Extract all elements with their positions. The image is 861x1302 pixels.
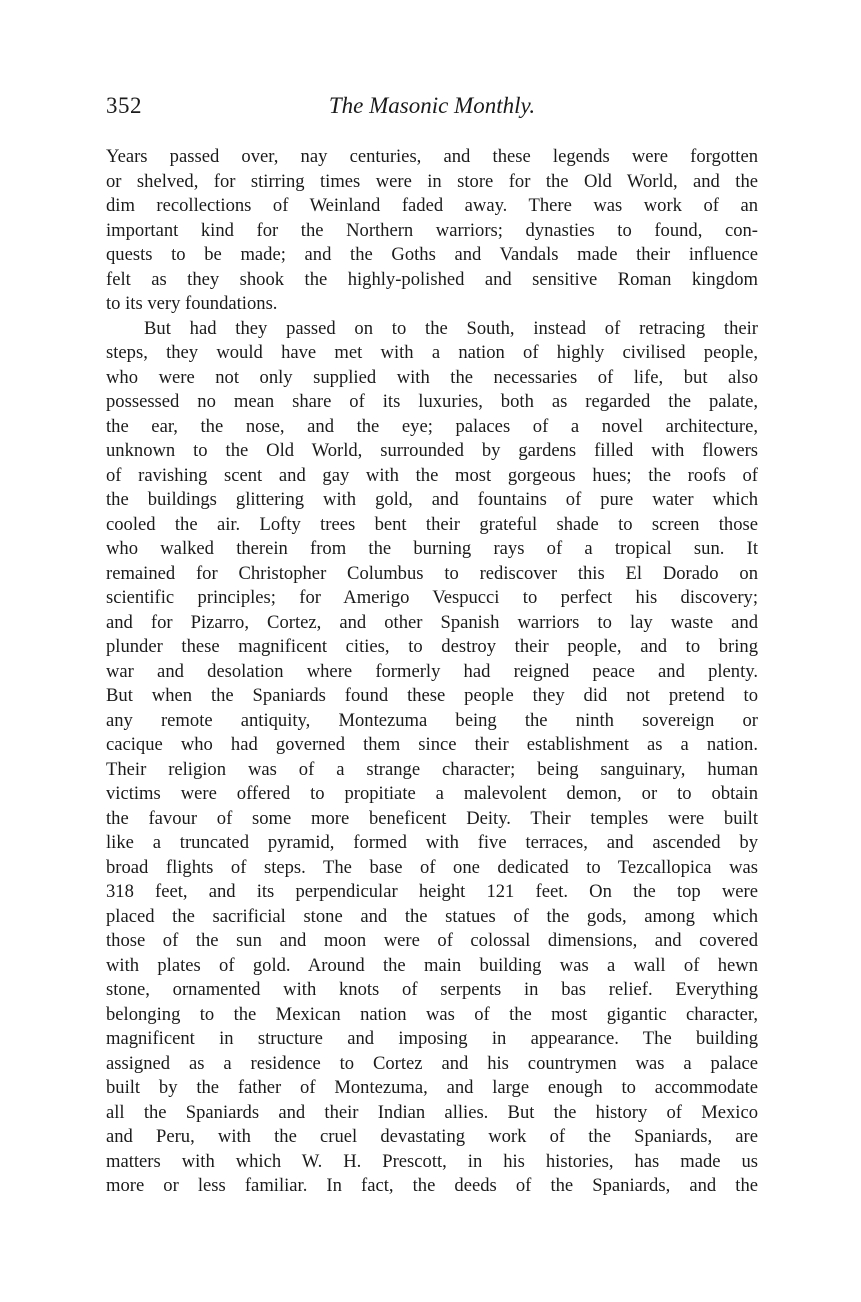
text-line: But had they passed on to the South, instead of retracing their [144, 317, 758, 339]
text-line: of ravishing scent and gay with the most gorgeous hues; the roofs of [106, 464, 758, 486]
text-line: all the Spaniards and their Indian allies. But the history of Mexico [106, 1101, 758, 1123]
body-text [106, 145, 758, 1199]
text-line: Years passed over, nay centuries, and these legends were forgotten [106, 146, 758, 167]
text-line: or shelved, for stirring times were in store for the Old World, and the [106, 170, 758, 192]
text-line: magnificent in structure and imposing in appearance. The building [106, 1028, 758, 1049]
text-line: cacique who had governed them since their establishment as a nation. [106, 734, 758, 755]
text-line: like a truncated pyramid, formed with five terraces, and ascended by [106, 832, 758, 853]
text-line: more or less familiar. In fact, the deeds of the Spaniards, and the [106, 1175, 758, 1196]
text-line: the buildings glittering with gold, and fountains of pure water which [106, 489, 758, 510]
text-line: belonging to the Mexican nation was of the most gigantic character, [106, 1003, 758, 1025]
text-line: the favour of some more beneficent Deity. Their temples were built [106, 807, 758, 829]
text-line: possessed no mean share of its luxuries, both as regarded the palate, [106, 391, 758, 412]
text-line: to its very foundations. [106, 293, 278, 314]
text-line: important kind for the Northern warriors; dynasties to found, con- [106, 219, 758, 241]
text-line: dim recollections of Weinland faded away. There was work of an [106, 195, 758, 216]
text-line: any remote antiquity, Montezuma being the ninth sovereign or [106, 709, 758, 731]
text-line: who walked therein from the burning rays of a tropical sun. It [106, 538, 758, 559]
page-number: 352 [106, 93, 142, 118]
text-line: quests to be made; and the Goths and Vandals made their influence [106, 244, 758, 265]
text-line: built by the father of Montezuma, and large enough to accommodate [106, 1077, 758, 1098]
text-line: placed the sacrificial stone and the statues of the gods, among which [106, 905, 758, 927]
text-line: assigned as a residence to Cortez and his countrymen was a palace [106, 1052, 758, 1074]
text-line: war and desolation where formerly had reigned peace and plenty. [106, 660, 758, 682]
text-line: plunder these magnificent cities, to destroy their people, and to bring [106, 636, 758, 657]
text-line: cooled the air. Lofty trees bent their grateful shade to screen those [106, 513, 758, 535]
journal-title: The Masonic Monthly. [328, 93, 536, 118]
text-line: 318 feet, and its perpendicular height 121 feet. On the top were [106, 881, 758, 902]
text-line: with plates of gold. Around the main building was a wall of hewn [106, 954, 758, 976]
text-line: and for Pizarro, Cortez, and other Spanish warriors to lay waste and [106, 611, 758, 633]
text-line: unknown to the Old World, surrounded by gardens filled with flowers [106, 440, 758, 461]
text-line: the ear, the nose, and the eye; palaces of a novel architecture, [106, 415, 758, 437]
text-line: stone, ornamented with knots of serpents in bas relief. Everything [106, 979, 758, 1000]
text-line: those of the sun and moon were of colossal dimensions, and covered [106, 930, 758, 951]
text-line: matters with which W. H. Prescott, in his histories, has made us [106, 1150, 758, 1172]
text-line: felt as they shook the highly-polished and sensitive Roman kingdom [106, 268, 758, 290]
text-line: Their religion was of a strange character; being sanguinary, human [106, 758, 758, 780]
text-line: broad flights of steps. The base of one dedicated to Tezcallopica was [106, 856, 758, 878]
text-line: victims were offered to propitiate a malevolent demon, or to obtain [106, 783, 758, 804]
text-line: But when the Spaniards found these people they did not pretend to [106, 685, 758, 706]
text-line: and Peru, with the cruel devastating work of the Spaniards, are [106, 1126, 758, 1147]
text-line: steps, they would have met with a nation of highly civilised people, [106, 342, 758, 363]
text-line: who were not only supplied with the necessaries of life, but also [106, 366, 758, 388]
text-line: remained for Christopher Columbus to rediscover this El Dorado on [106, 562, 758, 584]
running-header [106, 93, 758, 127]
text-line: scientific principles; for Amerigo Vespucci to perfect his discovery; [106, 587, 758, 608]
